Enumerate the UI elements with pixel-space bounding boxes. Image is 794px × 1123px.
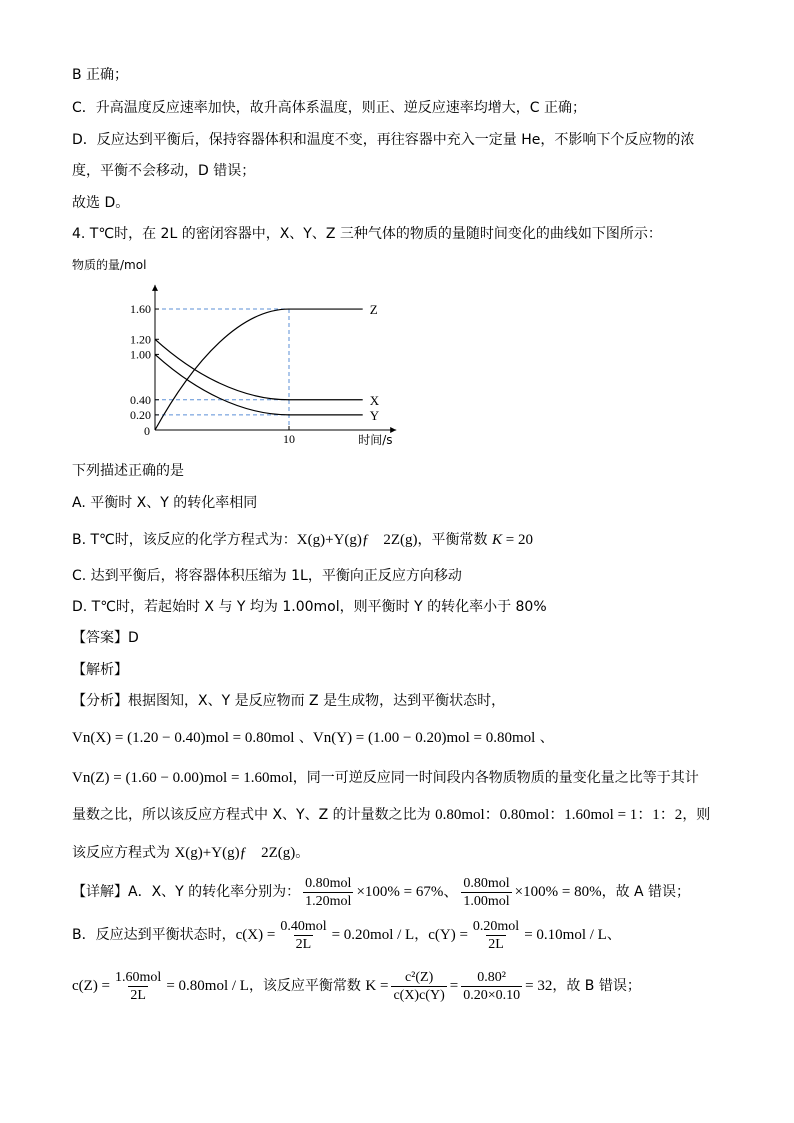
prev-solution-d-line2: 度，平衡不会移动，D 错误；	[72, 163, 256, 179]
analysis-equation-line	[72, 843, 309, 863]
k-value-fraction	[461, 969, 522, 1004]
fraction-numerator: c²(Z)	[404, 969, 434, 985]
series-label-x: X	[369, 392, 380, 408]
k-tail: ，故 B 错误；	[552, 978, 641, 994]
option-b-product: 2Z(g)	[383, 532, 418, 548]
series-line-x	[155, 339, 363, 399]
analysis-delta-z-line	[72, 768, 699, 788]
option-b-text: B. T℃时，该反应的化学方程式为：	[72, 532, 297, 548]
analysis-intro: 【分析】根据图知，X、Y 是反应物而 Z 是生成物，达到平衡状态时，	[72, 693, 506, 709]
option-b-k-value: = 20	[502, 532, 533, 548]
question-prompt: 下列描述正确的是	[72, 463, 184, 479]
cz-label: c(Z) =	[72, 978, 111, 994]
fraction-denominator: 0.20×0.10	[463, 987, 521, 1003]
fraction-denominator: 1.00mol	[463, 893, 510, 909]
origin-label: 0	[144, 424, 150, 438]
equation-text: 该反应方程式为	[72, 845, 175, 861]
detail-a-text: 【详解】A．X、Y 的转化率分别为：	[72, 884, 301, 900]
analysis-delta-line	[72, 728, 554, 748]
series-label-y: Y	[369, 407, 380, 423]
fraction-denominator: 2L	[130, 987, 146, 1003]
delta-y-expression: Vn(Y) = (1.00 − 0.20)mol = 0.80mol	[312, 730, 536, 746]
option-b-k-label: K	[492, 532, 503, 548]
k-value: = 32	[525, 978, 553, 994]
prev-solution-d-line1: D．反应达到平衡后，保持容器体积和温度不变，再往容器中充入一定量 He，不影响下个反应物的浓	[72, 132, 695, 148]
analysis-heading: 【解析】	[72, 662, 128, 678]
detail-b-text: B．反应达到平衡状态时，	[72, 927, 236, 943]
prev-solution-b: B 正确；	[72, 67, 129, 83]
conversion-x-result: ×100% = 67%、	[356, 884, 459, 900]
cy-label: c(Y) =	[428, 927, 468, 943]
y-tick-label: 0.40	[130, 392, 151, 407]
option-b	[72, 530, 533, 550]
fraction-numerator: 0.80mol	[463, 875, 510, 891]
k-equals: =	[449, 978, 459, 994]
answer-value: D	[128, 630, 139, 646]
analysis-ratio-line	[72, 805, 710, 825]
conversion-y-result: ×100% = 80%	[514, 884, 602, 900]
fraction-numerator: 0.80mol	[305, 875, 352, 891]
delta-x-expression: Vn(X) = (1.20 − 0.40)mol = 0.80mol	[72, 730, 295, 746]
delta-z-expression: Vn(Z) = (1.60 − 0.00)mol = 1.60mol	[72, 770, 293, 786]
x-tick-label: 10	[283, 432, 295, 446]
k-label: K =	[365, 978, 389, 994]
cy-value: = 0.10mol / L	[524, 927, 607, 943]
detail-a-tail: ，故 A 错误；	[601, 884, 691, 900]
option-c: C. 达到平衡后，将容器体积压缩为 1L，平衡向正反应方向移动	[72, 568, 462, 584]
fraction-denominator: 1.20mol	[305, 893, 352, 909]
ratio-text-2: 量数之比，所以该反应方程式中 X、Y、Z 的计量数之比为	[72, 807, 436, 823]
k-text: ，该反应平衡常数	[248, 978, 366, 994]
amount-vs-time-chart	[60, 255, 410, 455]
x-axis-label: 时间/s	[358, 433, 393, 447]
ratio-text-3: ，则	[682, 807, 711, 823]
cz-fraction	[113, 969, 163, 1004]
cx-label: c(X) =	[235, 927, 276, 943]
series-label-z: Z	[369, 302, 378, 318]
equation-reactants: X(g)+Y(g)ƒ	[174, 845, 248, 861]
cx-fraction	[278, 918, 328, 953]
fraction-numerator: 0.20mol	[472, 918, 520, 934]
fraction-numerator: 1.60mol	[115, 969, 162, 985]
ratio-text-1: ，同一可逆反应同一时间段内各物质物质的量变化量之比等于其计	[292, 770, 699, 786]
y-axis-label: 物质的量/mol	[72, 258, 147, 272]
question-stem: 4. T℃时，在 2L 的密闭容器中，X、Y、Z 三种气体的物质的量随时间变化的曲线如下图所示：	[72, 226, 662, 242]
cy-fraction	[471, 918, 521, 953]
answer-line	[72, 628, 139, 648]
y-tick-label: 1.60	[130, 302, 151, 317]
cx-value: = 0.20mol / L	[331, 927, 415, 943]
ratio-expression: 0.80mol：0.80mol：1.60mol = 1：1：2	[435, 807, 683, 823]
y-tick-label: 1.00	[130, 347, 151, 362]
detail-b-end: 、	[606, 927, 621, 943]
fraction-denominator: 2L	[295, 936, 312, 952]
detail-k-line	[72, 966, 641, 1006]
option-a: A. 平衡时 X、Y 的转化率相同	[72, 495, 258, 511]
conversion-y-fraction	[461, 875, 511, 910]
delta-separator-2: 、	[535, 730, 554, 746]
conversion-x-fraction	[303, 875, 353, 910]
delta-separator-1: 、	[294, 730, 313, 746]
fraction-denominator: 2L	[488, 936, 504, 952]
option-b-equation: X(g)+Y(g)ƒ	[296, 532, 370, 548]
y-axis-arrow	[152, 285, 158, 291]
prev-solution-choice: 故选 D。	[72, 195, 130, 211]
k-expression-fraction	[391, 969, 446, 1004]
y-tick-label: 0.20	[130, 407, 151, 422]
fraction-denominator: c(X)c(Y)	[393, 987, 445, 1003]
fraction-numerator: 0.80²	[477, 969, 506, 985]
detail-a-line	[72, 872, 690, 912]
detail-b-line	[72, 915, 621, 955]
fraction-numerator: 0.40mol	[280, 918, 327, 934]
answer-label: 【答案】	[72, 630, 128, 646]
equation-end: 。	[295, 845, 310, 861]
option-b-text2: ，平衡常数	[417, 532, 492, 548]
cz-value: = 0.80mol / L	[166, 978, 249, 994]
detail-b-separator: ，	[414, 927, 429, 943]
prev-solution-c: C．升高温度反应速率加快，故升高体系温度，则正、逆反应速率均增大，C 正确；	[72, 100, 586, 116]
equation-product: 2Z(g)	[261, 845, 296, 861]
option-d: D. T℃时，若起始时 X 与 Y 均为 1.00mol，则平衡时 Y 的转化率小于 80%	[72, 599, 547, 615]
y-tick-label: 1.20	[130, 332, 151, 347]
